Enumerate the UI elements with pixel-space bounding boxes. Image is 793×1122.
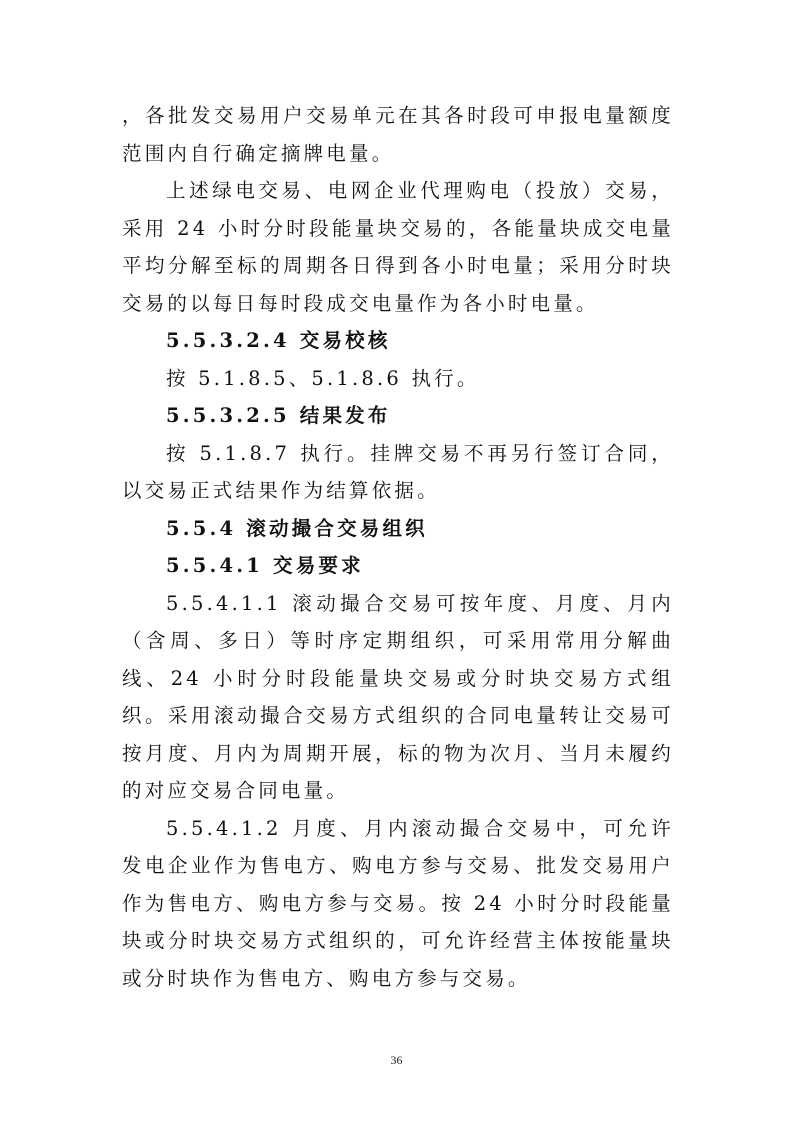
document-body: [122, 97, 674, 997]
paragraph-clause-5-5-4-1-1: 5.5.4.1.1 滚动撮合交易可按年度、月度、月内（含周、多日）等时序定期组织，可采用常用分解曲线、24 小时分时段能量块交易或分时块交易方式组织。采用滚动撮合交易方式组织的合同电量转让交易可按月度、月内为周期开展，标的物为次月、当月未履约的对应交易合同电量。: [122, 591, 674, 802]
heading-trading-requirements: 5.5.4.1 交易要求: [166, 554, 364, 577]
paragraph-verification-rule: 按 5.1.8.5、5.1.8.6 执行。: [166, 366, 480, 390]
page-number: 36: [390, 1053, 403, 1067]
heading-result-publication: 5.5.3.2.5 结果发布: [166, 404, 391, 427]
paragraph-clause-5-5-4-1-2: 5.5.4.1.2 月度、月内滚动撮合交易中，可允许发电企业作为售电方、购电方参与交易、批发交易用户作为售电方、购电方参与交易。按 24 小时分时段能量块或分时块交易方式组织的，可允许经营主体按能量块或分时块作为售电方、购电方参与交易。: [122, 816, 674, 990]
heading-rolling-matching: 5.5.4 滚动撮合交易组织: [166, 516, 428, 540]
paragraph-continuation: ，各批发交易用户交易单元在其各时段可申报电量额度范围内自行确定摘牌电量。: [122, 104, 674, 165]
paragraph-result-rule: 按 5.1.8.7 执行。挂牌交易不再另行签订合同，以交易正式结果作为结算依据。: [122, 441, 674, 502]
heading-trade-verification: 5.5.3.2.4 交易校核: [166, 329, 391, 352]
paragraph-trading-methods: 上述绿电交易、电网企业代理购电（投放）交易，采用 24 小时分时段能量块交易的，各能量块成交电量平均分解至标的周期各日得到各小时电量；采用分时块交易的以每日每时段成交电量作为各小时电量。: [122, 179, 674, 315]
